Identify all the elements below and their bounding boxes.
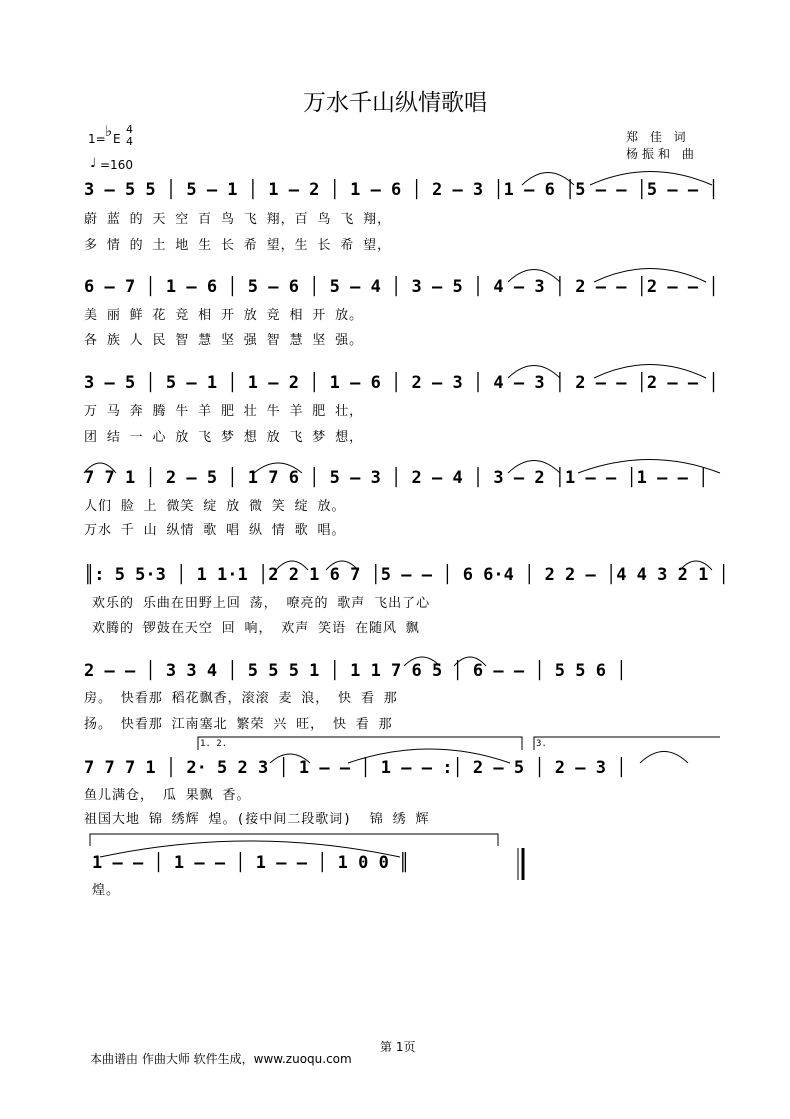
slur: [508, 461, 560, 474]
lyric-verse-1: 欢乐的 乐曲在田野上回 荡， 嘹亮的 歌声 飞出了心: [92, 596, 431, 611]
lyric-verse-2: 万水 千 山 纵情 歌 唱 纵 情 歌 唱。: [84, 523, 346, 538]
slur: [254, 463, 302, 473]
composer-credit: 杨振和 曲: [626, 147, 698, 161]
tie: [594, 269, 706, 283]
slur: [326, 561, 358, 570]
page-number: 第 1页: [380, 1040, 416, 1054]
notation-line: 3 – 5 │ 5 – 1 │ 1 – 2 │ 1 – 6 │ 2 – 3 │ 4 – 3 │ 2 – – │2 – – │: [84, 373, 719, 393]
tie: [594, 365, 706, 379]
tie: [348, 749, 510, 763]
notation-line: 2 – – │ 3 3 4 │ 5 5 5 1 │ 1 1 7 6 5 │ 6 – – │ 5 5 6 │: [84, 661, 627, 681]
footer-credit: 本曲谱由 作曲大师 软件生成，www.zuoqu.com: [90, 1052, 352, 1066]
tie: [578, 460, 720, 474]
lyric-verse-1: 万 马 奔 腾 牛 羊 肥 壮 牛 羊 肥 壮，: [84, 404, 364, 419]
tempo-marking: =160: [100, 158, 133, 172]
slur: [84, 463, 116, 473]
slur: [680, 561, 712, 570]
volta-1-2-label: 1. 2.: [200, 739, 228, 749]
lyric-verse-1: 美 丽 鲜 花 竞 相 开 放 竞 相 开 放。: [84, 308, 364, 323]
lyric-verse-1: 房。 快看那 稻花飘香，滚滚 麦 浪， 快 看 那: [84, 691, 398, 706]
slur: [640, 752, 688, 764]
flat-icon: ♭: [105, 122, 113, 140]
slur: [508, 366, 560, 379]
notation-line: 1 – – │ 1 – – │ 1 – – │ 1 0 0 ║: [92, 853, 410, 873]
tie: [100, 841, 400, 857]
time-top: 4: [126, 123, 133, 136]
key-letter: E: [113, 132, 121, 146]
page-title: 万水千山纵情歌唱: [303, 90, 487, 116]
lyric-verse-1: 人们 脸 上 微笑 绽 放 微 笑 绽 放。: [84, 499, 346, 514]
key-prefix: 1=: [88, 132, 106, 146]
lyric-verse-2: 各 族 人 民 智 慧 坚 强 智 慧 坚 强。: [84, 333, 364, 348]
notation-line: 3 – 5 5 │ 5 – 1 │ 1 – 2 │ 1 – 6 │ 2 – 3 │1 – 6 │5 – – │5 – – │: [84, 180, 719, 200]
notation-line: 6 – 7 │ 1 – 6 │ 5 – 6 │ 5 – 4 │ 3 – 5 │ 4 – 3 │ 2 – – │2 – – │: [84, 277, 719, 297]
notation-line: 7 7 7 1 │ 2· 5 2 3 │ 1 – – │ 1 – – :│ 2 – 5 │ 2 – 3 │: [84, 758, 627, 778]
volta-bracket-3: [534, 737, 720, 750]
lyric-verse-1: 蔚 蓝 的 天 空 百 鸟 飞 翔，百 鸟 飞 翔，: [84, 212, 392, 227]
notation-line: 7 7 1 │ 2 – 5 │ 1 7 6 │ 5 – 3 │ 2 – 4 │ 3 – 2 │1 – – │1 – – │: [84, 468, 709, 488]
lyric-verse-2: 团 结 一 心 放 飞 梦 想 放 飞 梦 想，: [84, 430, 364, 445]
slur: [454, 657, 486, 666]
lyric-verse-2: 欢腾的 锣鼓在天空 回 响， 欢声 笑语 在随风 飘: [92, 621, 420, 636]
lyric-verse-1: 煌。: [92, 883, 121, 898]
slur: [508, 270, 560, 283]
lyric-verse-2: 祖国大地 锦 绣辉 煌。(接中间二段歌词) 锦 绣 辉: [84, 812, 430, 827]
slur: [270, 754, 310, 763]
lyric-verse-1: 鱼儿满仓， 瓜 果飘 香。: [84, 788, 251, 803]
lyricist-credit: 郑 佳 词: [626, 130, 690, 144]
volta-3-label: 3.: [536, 739, 547, 749]
lyric-verse-2: 多 情 的 土 地 生 长 希 望，生 长 希 望，: [84, 238, 392, 253]
lyric-verse-2: 扬。 快看那 江南塞北 繁荣 兴 旺， 快 看 那: [84, 717, 393, 732]
tie: [590, 172, 712, 186]
slur: [522, 173, 574, 186]
notation-line: ║: 5 5·3 │ 1 1·1 │2 2 1 6 7 │5 – – │ 6 6·4 │ 2 2 – │4 4 3 2 1 │: [84, 565, 729, 585]
volta-bracket-1-2: [198, 737, 522, 750]
continuation-bracket: [90, 834, 498, 846]
slur: [404, 657, 440, 666]
slur: [276, 561, 308, 570]
quarter-note-icon: ♩: [90, 156, 97, 171]
time-bottom: 4: [126, 135, 133, 148]
